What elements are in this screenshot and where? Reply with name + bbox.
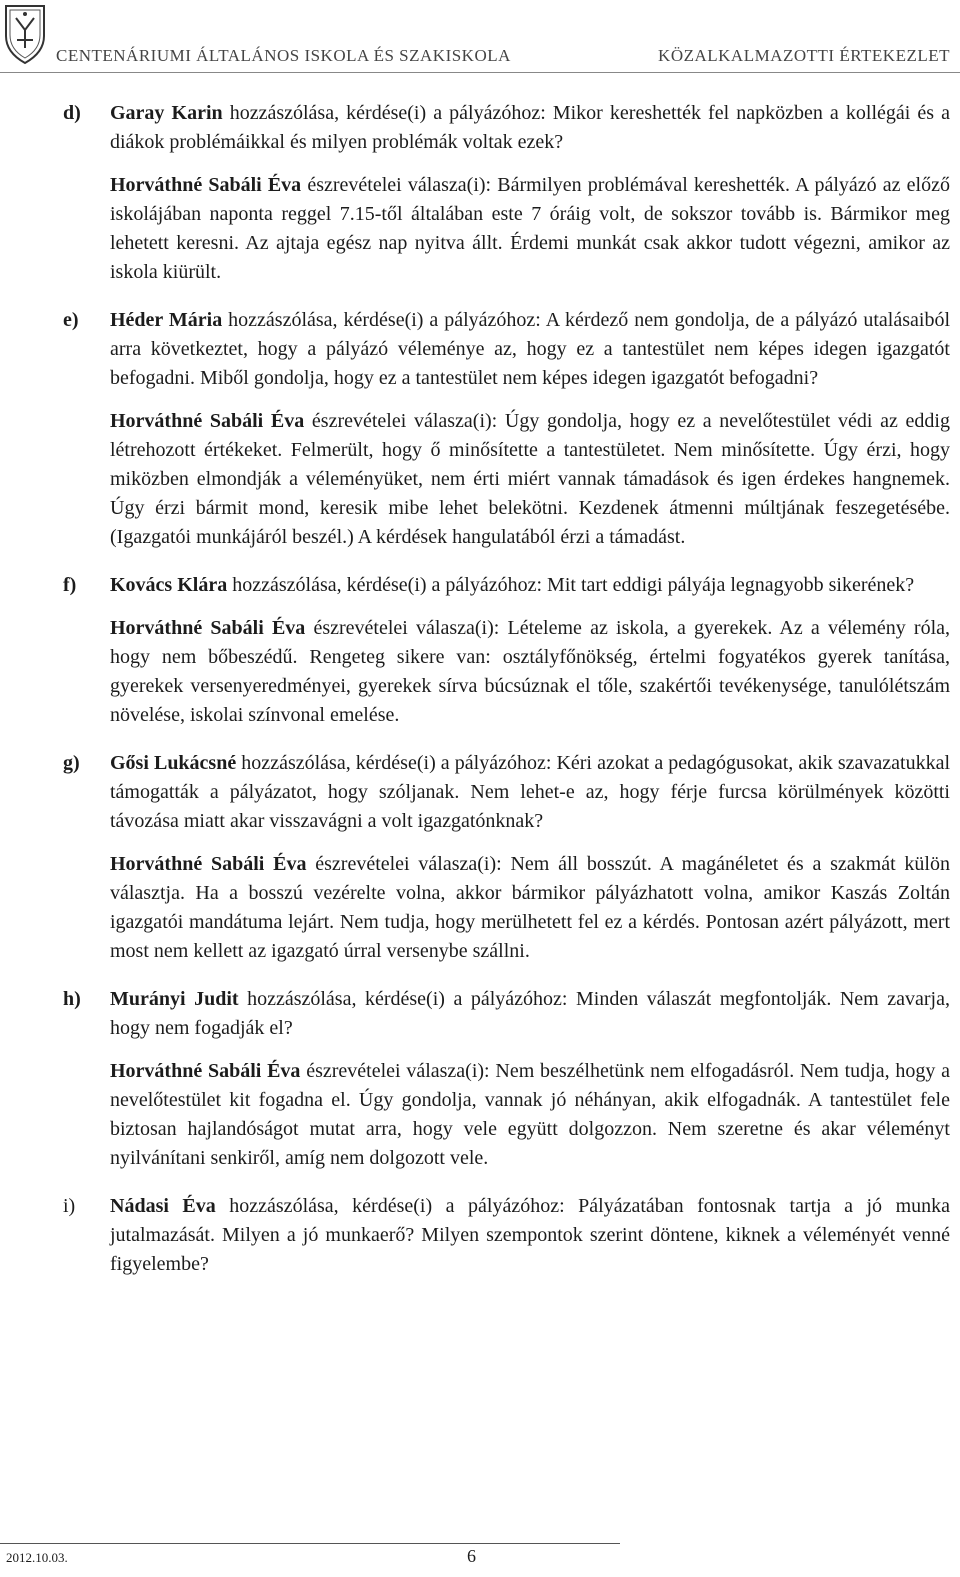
question-paragraph <box>110 985 950 1043</box>
question-paragraph <box>110 306 950 393</box>
question-text: hozzászólása, kérdése(i) a pályázóhoz: A kérdező nem gondolja, de a pályázó utalásaiból arra következtet, hogy a pályázó véleménye az, hogy ez a tantestület nem képes idegen igazgatót befogadni. Miből gondolja, hogy ez a tantestület nem képes idegen igazgatót befogadni? <box>110 309 950 389</box>
speaker-name: Kovács Klára <box>110 574 228 596</box>
footer-divider <box>0 1543 620 1544</box>
answer-text: észrevételei válasza(i): Nem áll bosszút. A magánéletet és a szakmát külön választja. Ha a bosszú vezérelte volna, akkor bármikor pályázhatott volna, amikor Kaszás Zoltán igazgatói mandátuma lejárt. Nem tudja, hogy merülhetett fel ez a kérdés. Pontosan azért pályázott, mert most nem kellett az igazgató úrral versenybe szállni. <box>110 853 950 962</box>
school-emblem-logo <box>2 2 48 66</box>
item-letter: f) <box>63 574 77 596</box>
answer-paragraph <box>110 407 950 552</box>
speaker-name: Gősi Lukácsné <box>110 752 237 774</box>
speaker-name: Murányi Judit <box>110 988 239 1010</box>
answer-paragraph <box>110 614 950 730</box>
list-item-i <box>0 1192 960 1279</box>
question-text: hozzászólása, kérdése(i) a pályázóhoz: Minden válaszát megfontolják. Nem zavarja, hogy nem fogadják el? <box>110 988 950 1039</box>
respondent-name: Horváthné Sabáli Éva <box>110 617 306 639</box>
header-document-title: KÖZALKALMAZOTTI ÉRTEKEZLET <box>658 46 950 65</box>
list-item-g <box>0 749 960 966</box>
list-item-f <box>0 571 960 730</box>
question-text: hozzászólása, kérdése(i) a pályázóhoz: Mit tart eddigi pályája legnagyobb sikerének? <box>227 574 915 596</box>
respondent-name: Horváthné Sabáli Éva <box>110 1060 301 1082</box>
answer-text: észrevételei válasza(i): Nem beszélhetünk nem elfogadásról. Nem tudja, hogy a nevelőtestület kit fogadna el. Úgy gondolja, vannak jó néhányan, akik elfogadnák. A tantestület fele biztosan hajlandóságot mutat arra, hogy vele együtt dolgozzon. Nem szeretne és akar véleményt nyilvánítani senkiről, amíg nem dolgozott vele. <box>110 1060 950 1169</box>
question-paragraph <box>110 749 950 836</box>
header-school-name: CENTENÁRIUMI ÁLTALÁNOS ISKOLA ÉS SZAKISKOLA <box>56 46 511 65</box>
answer-paragraph <box>110 171 950 287</box>
page-number: 6 <box>467 1546 476 1566</box>
answer-paragraph <box>110 850 950 966</box>
speaker-name: Nádasi Éva <box>110 1195 216 1217</box>
list-item-h <box>0 985 960 1173</box>
item-letter: i) <box>63 1195 76 1217</box>
list-item-e <box>0 306 960 552</box>
document-body <box>0 99 960 1298</box>
answer-text: észrevételei válasza(i): Lételeme az iskola, a gyerekek. Az a vélemény róla, hogy nem bőbeszédű. Rengeteg sikere van: osztályfőnökség, értelmi fogyatékos gyerek tanítása, gyerekek versenyeredményei, gyerekek sírva búcsúznak el tőle, szakértői tevékenysége, tanulólétszám növelése, iskolai színvonal emelése. <box>110 617 950 726</box>
respondent-name: Horváthné Sabáli Éva <box>110 410 305 432</box>
item-letter: e) <box>63 309 79 331</box>
footer-date: 2012.10.03. <box>6 1550 68 1565</box>
speaker-name: Héder Mária <box>110 309 223 331</box>
question-paragraph <box>110 99 950 157</box>
speaker-name: Garay Karin <box>110 102 223 124</box>
header-divider <box>0 72 960 73</box>
question-paragraph <box>110 571 950 600</box>
question-text: hozzászólása, kérdése(i) a pályázóhoz: Kéri azokat a pedagógusokat, akik szavazatukkal támogatták a pályázatot, hogy szóljanak. Nem lehet-e az, hogy férje furcsa körülmények közötti távozása miatt akar visszavágni a volt igazgatónknak? <box>110 752 950 832</box>
answer-text: észrevételei válasza(i): Bármilyen problémával kereshették. A pályázó az előző iskolájában naponta reggel 7.15-től általában este 7 óráig volt, de sokszor tovább is. Bármikor meg lehetett keresni. Az ajtaja egész nap nyitva állt. Érdemi munkát csak akkor tudott végezni, amikor az iskola kiürült. <box>110 174 950 283</box>
question-text: hozzászólása, kérdése(i) a pályázóhoz: Pályázatában fontosnak tartja a jó munka jutalmazását. Milyen a jó munkaerő? Milyen szempontok szerint döntene, kiknek a véleményét venné figyelembe? <box>110 1195 950 1275</box>
question-text: hozzászólása, kérdése(i) a pályázóhoz: Mikor kereshették fel napközben a kollégái és a diákok problémáikkal és milyen problémák voltak ezek? <box>110 102 950 153</box>
list-item-d <box>0 99 960 287</box>
question-paragraph <box>110 1192 950 1279</box>
respondent-name: Horváthné Sabáli Éva <box>110 174 302 196</box>
answer-text: észrevételei válasza(i): Úgy gondolja, hogy ez a nevelőtestület védi az eddig létrehozott értékeket. Felmerült, hogy ő minősítette a tantestületet. Nem minősítette. Úgy érzi, hogy miközben elmondják a véleményüket, nem érti miért vannak támadások és igen érdekes hangnemek. Úgy érzi bármit mond, keresik mibe lehet belekötni. Kezdenek átmenni múltjának feszegetésébe. (Igazgatói munkájáról beszél.) A kérdések hangulatából érzi a támadást. <box>110 410 950 548</box>
item-letter: h) <box>63 988 81 1010</box>
item-letter: d) <box>63 102 81 124</box>
answer-paragraph <box>110 1057 950 1173</box>
item-letter: g) <box>63 752 80 774</box>
respondent-name: Horváthné Sabáli Éva <box>110 853 307 875</box>
